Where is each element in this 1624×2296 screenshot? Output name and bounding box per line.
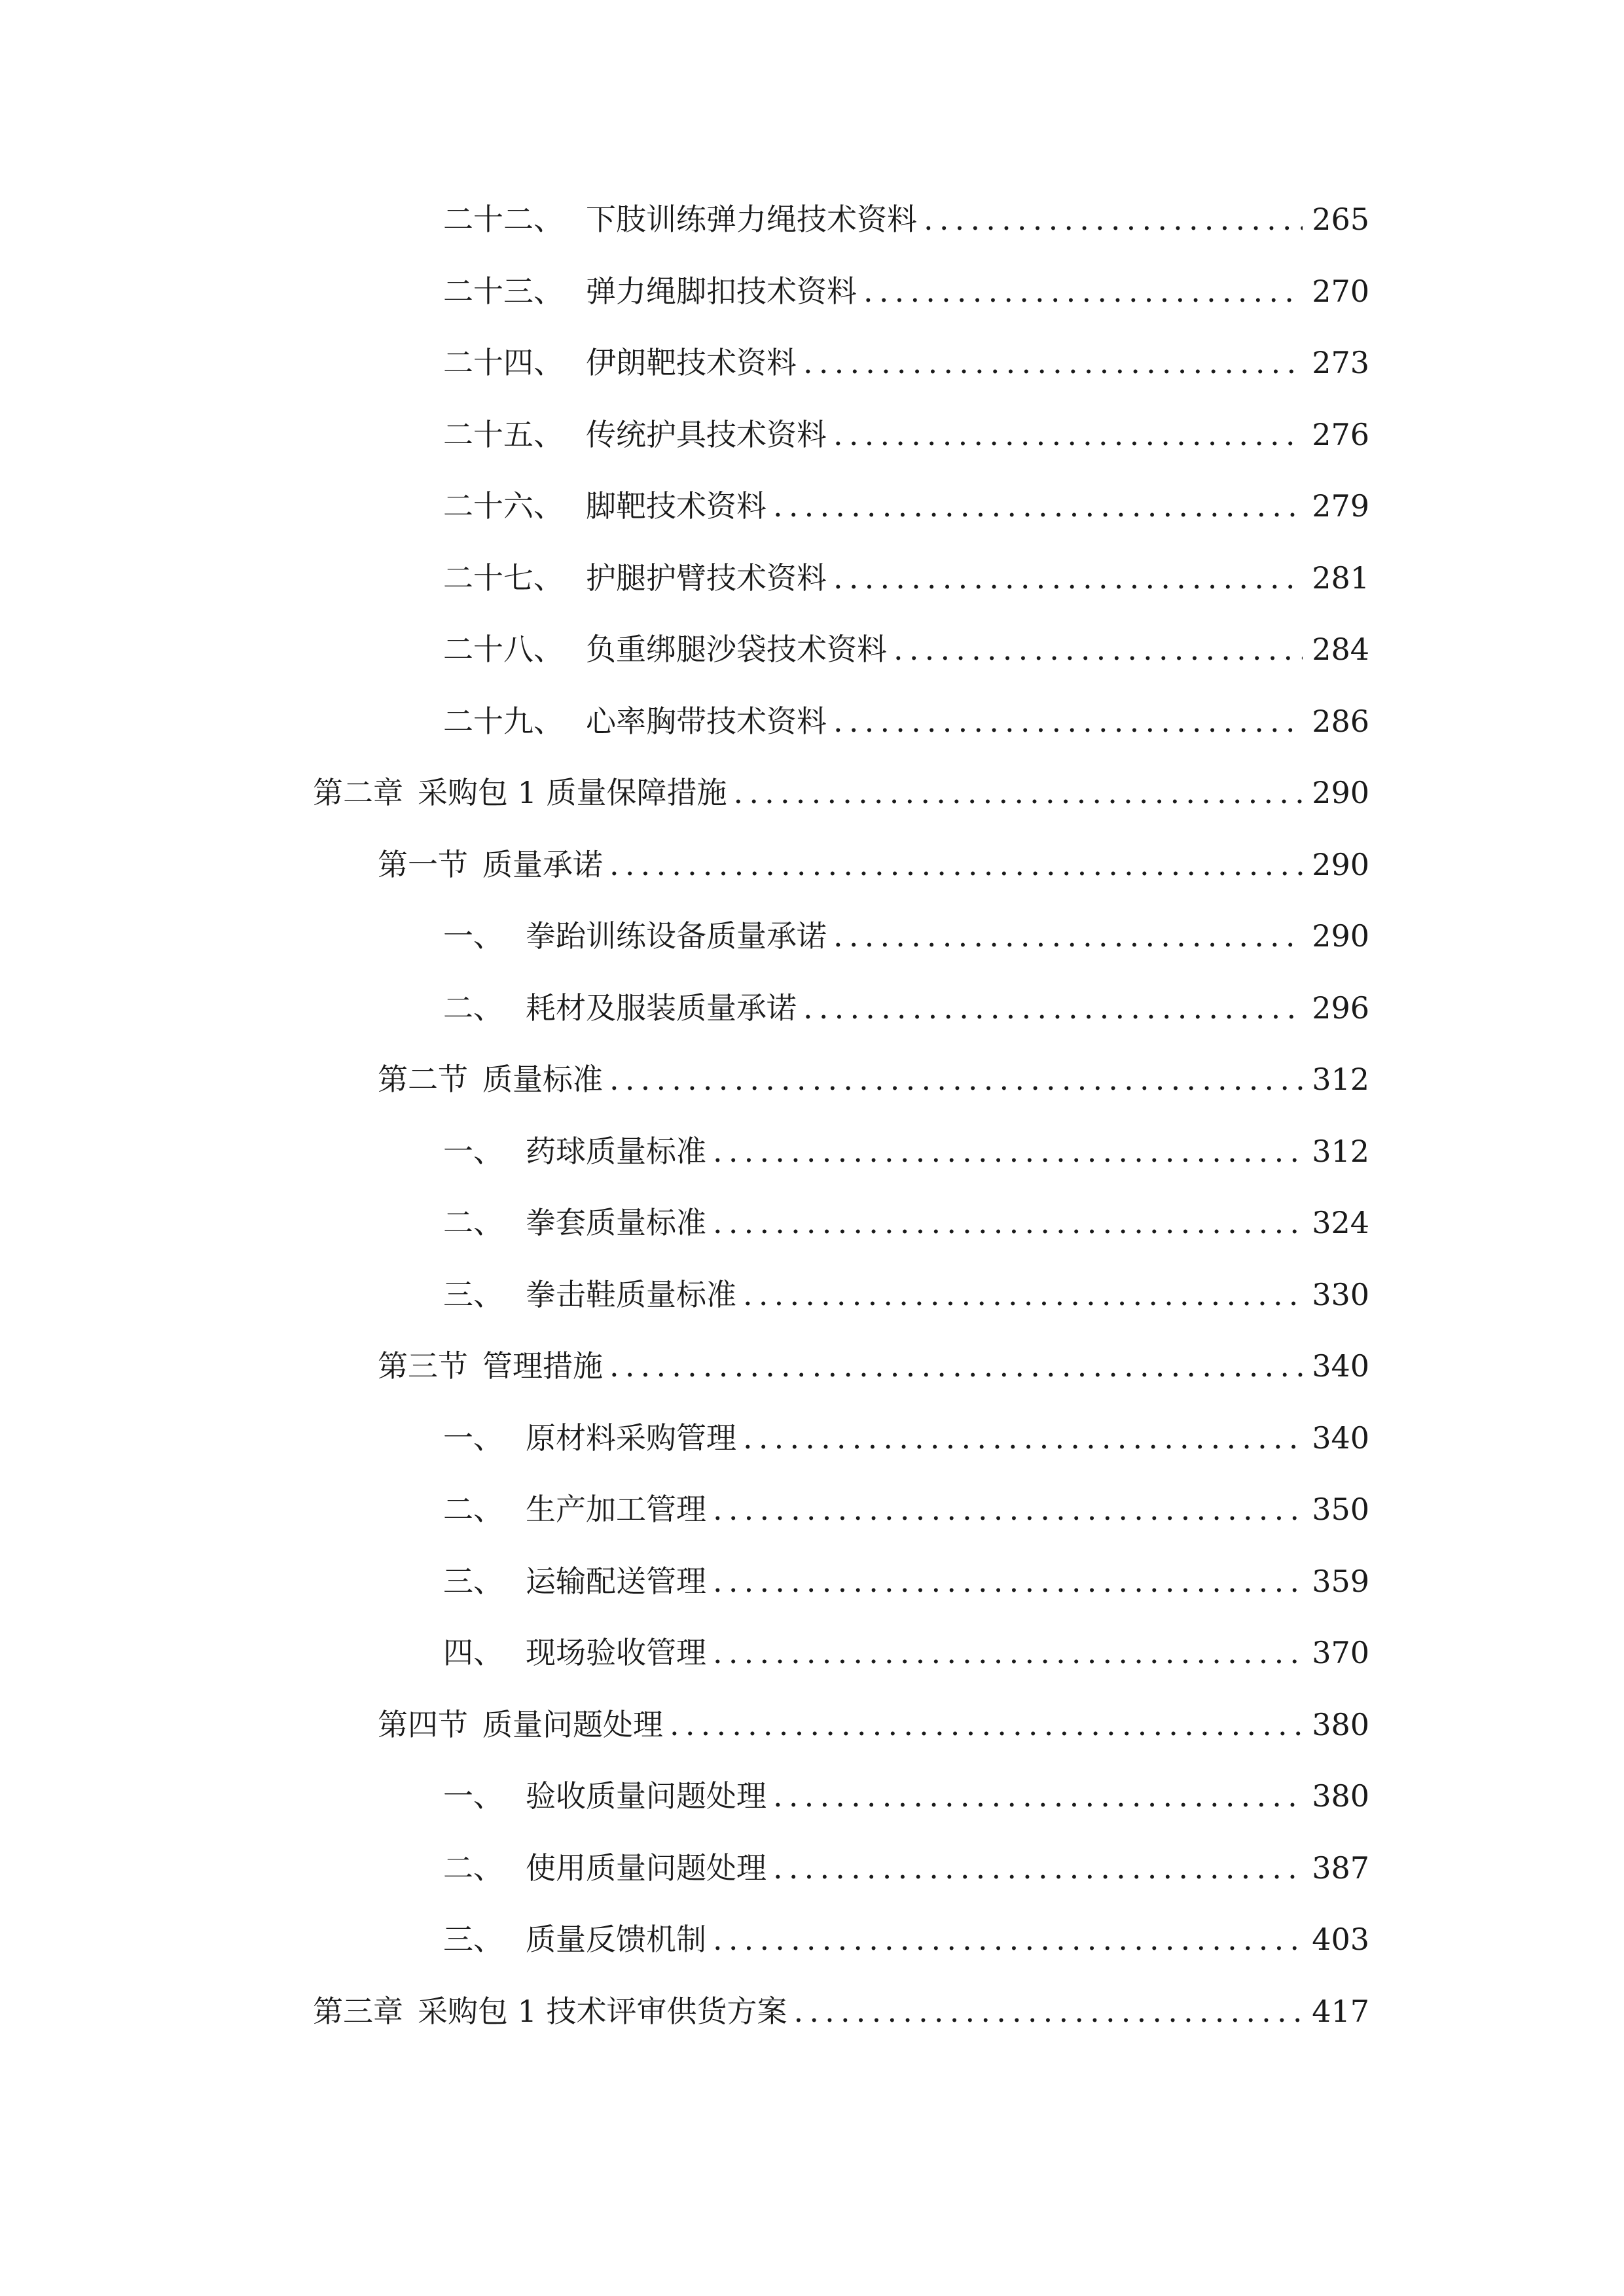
toc-entry-page: 286 [1312,704,1369,739]
toc-entry-title: 采购包 1 技术评审供货方案 [418,1994,787,2029]
toc-entry-number: 第二章 [313,775,403,810]
toc-entry-title: 原材料采购管理 [526,1420,736,1456]
toc-entry-page: 290 [1312,918,1369,954]
toc-entry[interactable] [443,483,1369,529]
toc-entry-page: 324 [1312,1205,1369,1240]
toc-entry-number: 第四节 [378,1707,468,1742]
toc-entry-page: 387 [1312,1850,1369,1886]
toc-entry-title: 质量标准 [482,1062,603,1097]
toc-entry-number: 一、 [443,1134,503,1169]
toc-chapter-entry[interactable] [313,770,1369,816]
toc-entry-page: 340 [1312,1348,1369,1384]
toc-entry-page: 312 [1312,1062,1369,1097]
toc-entry-number: 二十二、 [443,202,564,237]
toc-entry[interactable] [443,985,1369,1031]
toc-entry-number: 二十三、 [443,274,564,309]
toc-entry-title: 传统护具技术资料 [586,417,827,452]
toc-entry[interactable] [443,913,1369,959]
toc-entry[interactable] [443,412,1369,457]
toc-leader-dots [833,698,1303,744]
toc-leader-dots [713,1200,1303,1246]
toc-entry-number: 二十六、 [443,488,564,524]
toc-entry-page: 290 [1312,775,1369,810]
toc-entry-page: 330 [1312,1277,1369,1312]
toc-entry-number: 一、 [443,1420,503,1456]
toc-leader-dots [609,1056,1303,1102]
toc-entry-title: 质量问题处理 [482,1707,663,1742]
toc-chapter-entry[interactable] [313,1988,1369,2034]
toc-leader-dots [773,1773,1303,1819]
toc-leader-dots [833,412,1303,457]
toc-entry[interactable] [443,1630,1369,1676]
toc-entry-number: 二十四、 [443,345,564,380]
toc-leader-dots [833,555,1303,601]
toc-entry-page: 279 [1312,488,1369,524]
toc-entry-page: 340 [1312,1420,1369,1456]
toc-leader-dots [713,1916,1303,1962]
toc-entry-title: 下肢训练弹力绳技术资料 [586,202,917,237]
toc-entry-page: 284 [1312,632,1369,667]
toc-entry-page: 270 [1312,274,1369,309]
toc-leader-dots [803,340,1303,386]
toc-entry-page: 290 [1312,847,1369,882]
toc-entry[interactable] [443,340,1369,386]
toc-entry-number: 三、 [443,1922,503,1957]
toc-entry-page: 417 [1312,1994,1369,2029]
toc-entry-number: 二、 [443,1492,503,1527]
toc-leader-dots [803,985,1303,1031]
toc-entry-title: 心率胸带技术资料 [586,704,827,739]
toc-entry-page: 265 [1312,202,1369,237]
toc-entry-page: 273 [1312,345,1369,380]
toc-entry-title: 质量承诺 [482,847,603,882]
toc-entry[interactable] [443,1200,1369,1246]
toc-entry-number: 一、 [443,1778,503,1814]
toc-entry-title: 伊朗靶技术资料 [586,345,797,380]
toc-entry-number: 三、 [443,1564,503,1599]
toc-entry[interactable] [443,1773,1369,1819]
toc-leader-dots [893,626,1303,672]
toc-entry-number: 二十八、 [443,632,564,667]
toc-leader-dots [924,196,1303,242]
toc-leader-dots [863,268,1303,314]
toc-leader-dots [773,483,1303,529]
toc-leader-dots [743,1272,1303,1318]
toc-entry-title: 拳击鞋质量标准 [526,1277,736,1312]
toc-entry-page: 380 [1312,1778,1369,1814]
toc-entry-title: 护腿护臂技术资料 [586,560,827,596]
toc-entry[interactable] [443,1128,1369,1174]
toc-section-entry[interactable] [378,842,1369,888]
toc-entry-page: 281 [1312,560,1369,596]
toc-entry-number: 第三章 [313,1994,403,2029]
toc-section-entry[interactable] [378,1702,1369,1748]
toc-entry-number: 第二节 [378,1062,468,1097]
toc-leader-dots [713,1486,1303,1532]
toc-entry-number: 第一节 [378,847,468,882]
toc-leader-dots [743,1415,1303,1461]
toc-entry[interactable] [443,1272,1369,1318]
toc-leader-dots [609,842,1303,888]
toc-entry-page: 312 [1312,1134,1369,1169]
toc-entry-page: 296 [1312,990,1369,1026]
toc-entry-number: 二、 [443,1850,503,1886]
toc-entry-number: 第三节 [378,1348,468,1384]
toc-entry-number: 二十九、 [443,704,564,739]
toc-entry-number: 二十七、 [443,560,564,596]
toc-entry-title: 负重绑腿沙袋技术资料 [586,632,887,667]
toc-entry-title: 运输配送管理 [526,1564,706,1599]
toc-entry-page: 350 [1312,1492,1369,1527]
toc-leader-dots [713,1128,1303,1174]
toc-entry[interactable] [443,1916,1369,1962]
toc-entry-page: 403 [1312,1922,1369,1957]
toc-entry-title: 验收质量问题处理 [526,1778,767,1814]
toc-entry[interactable] [443,555,1369,601]
toc-entry[interactable] [443,1415,1369,1461]
toc-entry-title: 弹力绳脚扣技术资料 [586,274,857,309]
toc-entry-title: 拳套质量标准 [526,1205,706,1240]
toc-entry[interactable] [443,626,1369,672]
toc-leader-dots [734,770,1303,816]
toc-leader-dots [713,1558,1303,1604]
toc-leader-dots [833,913,1303,959]
toc-entry[interactable] [443,268,1369,314]
toc-entry-number: 二十五、 [443,417,564,452]
toc-entry-title: 脚靶技术资料 [586,488,767,524]
toc-entry-page: 359 [1312,1564,1369,1599]
toc-entry-title: 管理措施 [482,1348,603,1384]
toc-entry-number: 二、 [443,1205,503,1240]
toc-section-entry[interactable] [378,1056,1369,1102]
toc-leader-dots [794,1988,1303,2034]
toc-leader-dots [773,1845,1303,1891]
toc-leader-dots [713,1630,1303,1676]
toc-entry-title: 现场验收管理 [526,1635,706,1670]
toc-entry-title: 质量反馈机制 [526,1922,706,1957]
toc-entry-title: 药球质量标准 [526,1134,706,1169]
toc-entry-title: 生产加工管理 [526,1492,706,1527]
toc-entry[interactable] [443,1558,1369,1604]
toc-entry-title: 使用质量问题处理 [526,1850,767,1886]
toc-entry-title: 拳跆训练设备质量承诺 [526,918,827,954]
toc-entry-number: 二、 [443,990,503,1026]
toc-entry-page: 380 [1312,1707,1369,1742]
toc-entry-page: 370 [1312,1635,1369,1670]
toc-entry-number: 三、 [443,1277,503,1312]
toc-entry-page: 276 [1312,417,1369,452]
toc-entry[interactable] [443,1845,1369,1891]
toc-section-entry[interactable] [378,1343,1369,1389]
toc-leader-dots [670,1702,1303,1748]
toc-entry[interactable] [443,196,1369,242]
toc-entry-number: 一、 [443,918,503,954]
toc-entry-title: 耗材及服装质量承诺 [526,990,797,1026]
toc-entry-title: 采购包 1 质量保障措施 [418,775,727,810]
toc-entry-number: 四、 [443,1635,503,1670]
toc-entry[interactable] [443,1486,1369,1532]
toc-leader-dots [609,1343,1303,1389]
toc-entry[interactable] [443,698,1369,744]
